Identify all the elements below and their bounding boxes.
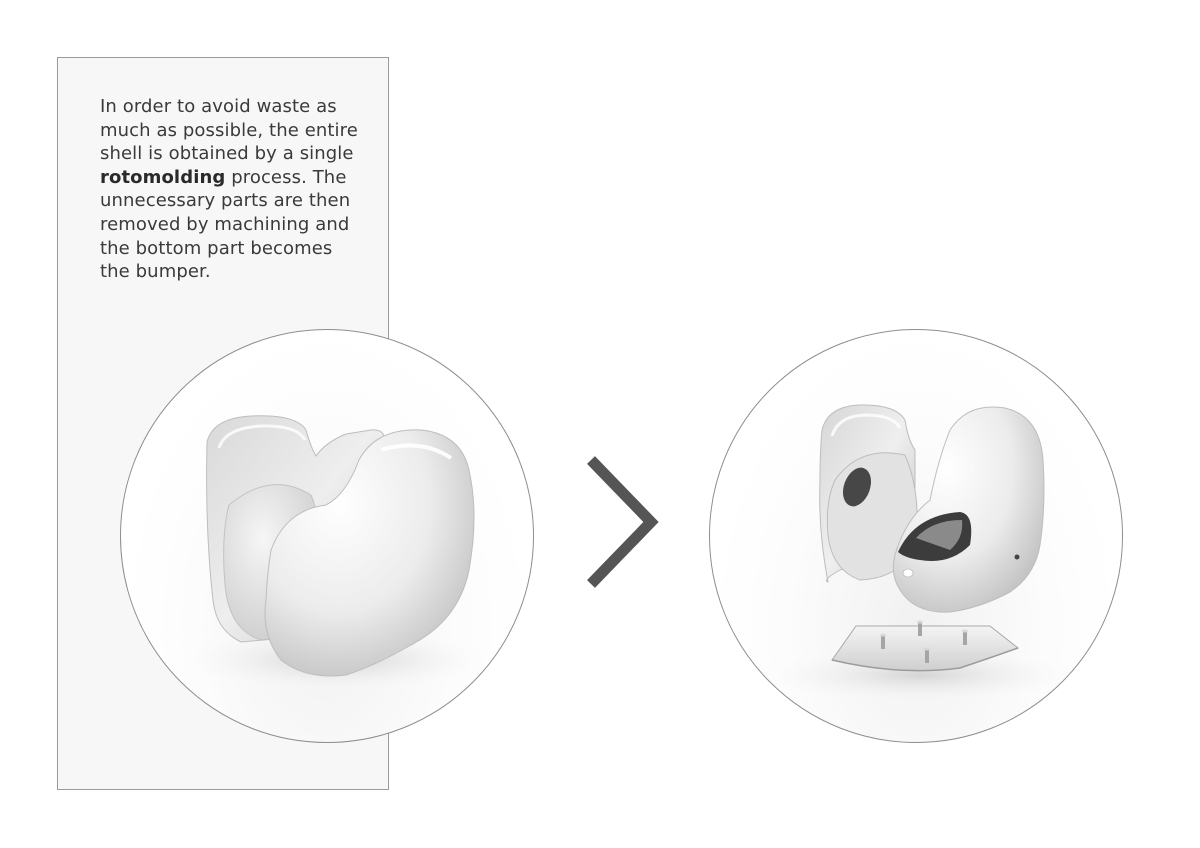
rotomolded-shell-icon	[121, 330, 534, 743]
description-line: In order to avoid waste as	[100, 96, 337, 117]
description-line: the bumper.	[100, 261, 211, 283]
description-line: process. The	[225, 166, 347, 188]
machined-parts-figure	[709, 329, 1123, 743]
description-line: unnecessary parts are then	[100, 190, 351, 212]
molded-shell-figure	[120, 329, 534, 743]
description-line: removed by machining and	[100, 213, 350, 235]
rotomolding-highlight: rotomolding	[100, 166, 226, 188]
chevron-right-icon	[585, 456, 661, 588]
description-line: the bottom part becomes	[100, 237, 333, 259]
description-line: shell is obtained by a single	[100, 143, 354, 165]
exploded-shell-and-bumper-icon	[710, 330, 1123, 743]
process-description	[100, 95, 370, 284]
description-line: much as possible, the entire	[100, 119, 358, 141]
